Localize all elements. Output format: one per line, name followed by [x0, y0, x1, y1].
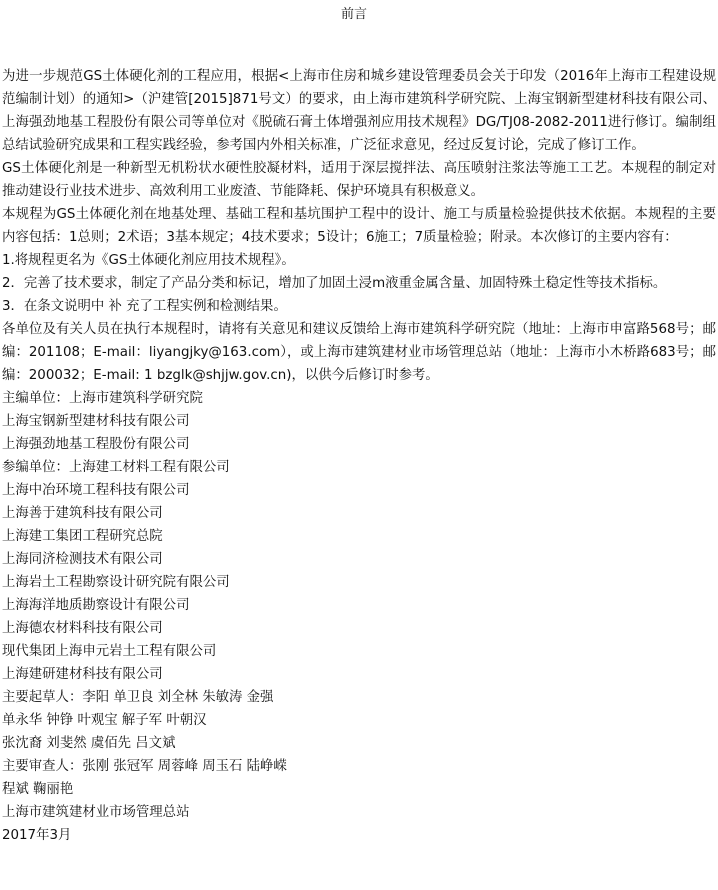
revision-item-1: 1.将规程更名为《GS土体硬化剂应用技术规程》。: [2, 253, 295, 268]
revision-item-3: 3．在条文说明中 补 充了工程实例和检测结果。: [2, 299, 287, 314]
participating-unit-2: 上海中冶环境工程科技有限公司: [2, 483, 190, 498]
participating-unit-9: 现代集团上海申元岩土工程有限公司: [2, 644, 217, 659]
document-page: [2, 0, 716, 847]
participating-unit-10: 上海建研建材科技有限公司: [2, 667, 163, 682]
paragraph-description: GS土体硬化剂是一种新型无机粉状水硬性胶凝材料，适用于深层搅拌法、高压喷射注浆法等施工工艺。本规程的制定对推动建设行业技术进步、高效利用工业废渣、节能降耗、保护环境具有积极意义。: [2, 161, 716, 199]
participating-unit-8: 上海德农材料科技有限公司: [2, 621, 163, 636]
issuing-authority: 上海市建筑建材业市场管理总站: [2, 805, 190, 820]
participating-unit: 参编单位：上海建工材料工程有限公司: [2, 460, 230, 475]
main-reviewers: 主要审查人：张刚 张冠军 周蓉峰 周玉石 陆峥嵘: [2, 759, 287, 774]
main-drafters-3: 张沈裔 刘斐然 虞佰先 吕文斌: [2, 736, 176, 751]
participating-unit-3: 上海善于建筑科技有限公司: [2, 506, 163, 521]
participating-unit-5: 上海同济检测技术有限公司: [2, 552, 163, 567]
participating-unit-4: 上海建工集团工程研究总院: [2, 529, 163, 544]
paragraph-background: 为进一步规范GS土体硬化剂的工程应用，根据<上海市住房和城乡建设管理委员会关于印发（2016年上海市工程建设规范编制计划）的通知>（沪建管[2015]871号文）的要求，由上海市建筑科学研究院、上海宝钢新型建材科技有限公司、上海强劲地基工程股份有限公司等单位对《脱硫石膏土体增强剂应用技术规程》DG/TJ08-2082-2011进行修订。编制组总结试验研究成果和工程实践经验，参考国内外相关标准，广泛征求意见，经过反复讨论，完成了修订工作。: [2, 69, 716, 153]
chief-editor-unit-2: 上海宝钢新型建材科技有限公司: [2, 414, 190, 429]
chief-editor-unit: 主编单位：上海市建筑科学研究院: [2, 391, 203, 406]
main-drafters-2: 单永华 钟铮 叶观宝 解子军 叶朝汉: [2, 713, 207, 728]
paragraph-scope: 本规程为GS土体硬化剂在地基处理、基础工程和基坑围护工程中的设计、施工与质量检验提供技术依据。本规程的主要内容包括：1总则；2术语；3基本规定；4技术要求；5设计；6施工；7质量检验；附录。本次修订的主要内容有：: [2, 207, 716, 245]
participating-unit-6: 上海岩土工程勘察设计研究院有限公司: [2, 575, 230, 590]
main-drafters: 主要起草人：李阳 单卫良 刘全林 朱敏涛 金强: [2, 690, 274, 705]
title-spacer: [2, 26, 716, 65]
paragraph-feedback: 各单位及有关人员在执行本规程时，请将有关意见和建议反馈给上海市建筑科学研究院（地址：上海市申富路568号；邮编：201108；E-mail：liyangjky@163.com），或上海市建筑建材业市场管理总站（地址：上海市小木桥路683号；邮编：200032；E-mail: 1 bzglk@shjjw.gov.cn)，以供今后修订时参考。: [2, 322, 716, 383]
chief-editor-unit-3: 上海强劲地基工程股份有限公司: [2, 437, 190, 452]
revision-item-2: 2．完善了技术要求，制定了产品分类和标记，增加了加固土浸m液重金属含量、加固特殊土稳定性等技术指标。: [2, 276, 667, 291]
page-title: 前言: [340, 7, 367, 22]
participating-unit-7: 上海海洋地质勘察设计有限公司: [2, 598, 190, 613]
issue-date: 2017年3月: [2, 828, 72, 843]
main-reviewers-2: 程斌 鞠丽艳: [2, 782, 74, 797]
